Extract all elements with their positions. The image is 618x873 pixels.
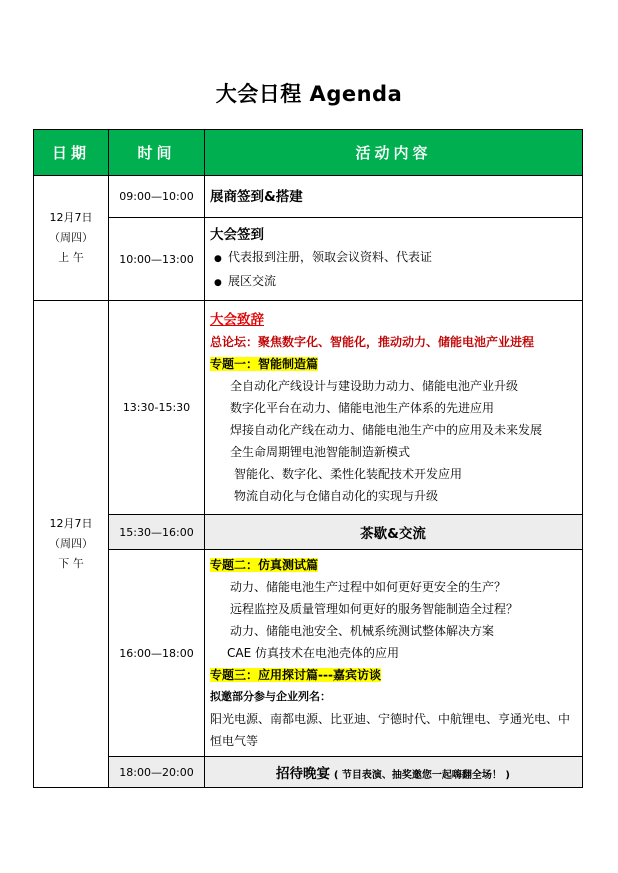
topic-two-heading: 专题二：仿真测试篇 xyxy=(210,558,319,572)
time-cell: 15:30—16:00 xyxy=(109,515,205,550)
table-row xyxy=(34,757,583,788)
am-date-weekday: （周四） xyxy=(49,231,93,244)
header-activity: 活动内容 xyxy=(205,130,583,176)
time-cell: 18:00—20:00 xyxy=(109,757,205,788)
tea-break-title: 茶歇&交流 xyxy=(360,526,426,542)
opening-speech: 大会致辞 xyxy=(210,311,264,328)
activity-cell xyxy=(205,550,583,757)
time-cell: 13:30-15:30 xyxy=(109,301,205,515)
activity-cell xyxy=(205,301,583,515)
time-cell: 09:00—10:00 xyxy=(109,176,205,218)
main-forum: 总论坛：聚焦数字化、智能化，推动动力、储能电池产业进程 xyxy=(210,334,535,349)
table-row xyxy=(34,550,583,757)
list-item: 远程监控及质量管理如何更好的服务智能制造全过程？ xyxy=(230,602,519,616)
registration-title: 大会签到 xyxy=(210,227,264,243)
am-date-day: 12月7日 xyxy=(49,211,93,224)
pm-date-day: 12月7日 xyxy=(49,517,93,530)
activity-cell xyxy=(205,515,583,550)
table-row xyxy=(34,301,583,515)
pm-date-weekday: （周四） xyxy=(49,537,93,550)
dinner-title: 招待晚宴 xyxy=(276,766,331,782)
table-row xyxy=(34,515,583,550)
dinner-note: ( 节目表演、抽奖邀您一起嗨翻全场！ ) xyxy=(333,770,510,781)
list-item: CAE 仿真技术在电池壳体的应用 xyxy=(227,646,399,660)
table-header-row xyxy=(34,130,583,176)
activity-cell xyxy=(205,218,583,301)
list-item: 动力、储能电池生产过程中如何更好更安全的生产？ xyxy=(230,580,507,594)
am-date-period: 上 午 xyxy=(58,251,84,264)
list-item: 全生命周期锂电池智能制造新模式 xyxy=(230,444,411,459)
pm-date-cell xyxy=(34,301,109,788)
pm-date-period: 下 午 xyxy=(58,557,84,570)
list-item: 动力、储能电池安全、机械系统测试整体解决方案 xyxy=(230,624,495,638)
header-time: 时间 xyxy=(109,130,205,176)
list-item: 物流自动化与仓储自动化的实现与升级 xyxy=(234,488,439,503)
list-item: ● 代表报到注册，领取会议资料、代表证 xyxy=(210,246,576,270)
am-date-cell xyxy=(34,176,109,301)
list-item: ● 展区交流 xyxy=(210,270,576,294)
table-row xyxy=(34,176,583,218)
activity-cell xyxy=(205,176,583,218)
activity-cell xyxy=(205,757,583,788)
list-item: 数字化平台在动力、储能电池生产体系的先进应用 xyxy=(230,400,495,415)
page-title: 大会日程 Agenda xyxy=(215,82,403,106)
list-item: 全自动化产线设计与建设助力动力、储能电池产业升级 xyxy=(230,378,519,393)
bullet-icon: ● xyxy=(214,254,222,264)
bullet-icon: ● xyxy=(214,278,222,288)
company-list: 阳光电源、南都电源、比亚迪、宁德时代、中航锂电、亨通光电、中恒电气等 xyxy=(210,712,571,748)
topic-one-heading: 专题一：智能制造篇 xyxy=(210,356,319,371)
agenda-table xyxy=(33,129,583,788)
time-cell: 10:00—13:00 xyxy=(109,218,205,301)
topic-three-heading: 专题三：应用探讨篇---嘉宾访谈 xyxy=(210,668,381,682)
header-date: 日期 xyxy=(34,130,109,176)
time-cell: 16:00—18:00 xyxy=(109,550,205,757)
table-row xyxy=(34,218,583,301)
list-item: 焊接自动化产线在动力、储能电池生产中的应用及未来发展 xyxy=(230,422,543,437)
invite-label: 拟邀部分参与企业列名： xyxy=(210,690,331,703)
list-item: 智能化、数字化、柔性化装配技术开发应用 xyxy=(234,466,463,481)
exhibitor-checkin-title: 展商签到&搭建 xyxy=(210,188,303,205)
